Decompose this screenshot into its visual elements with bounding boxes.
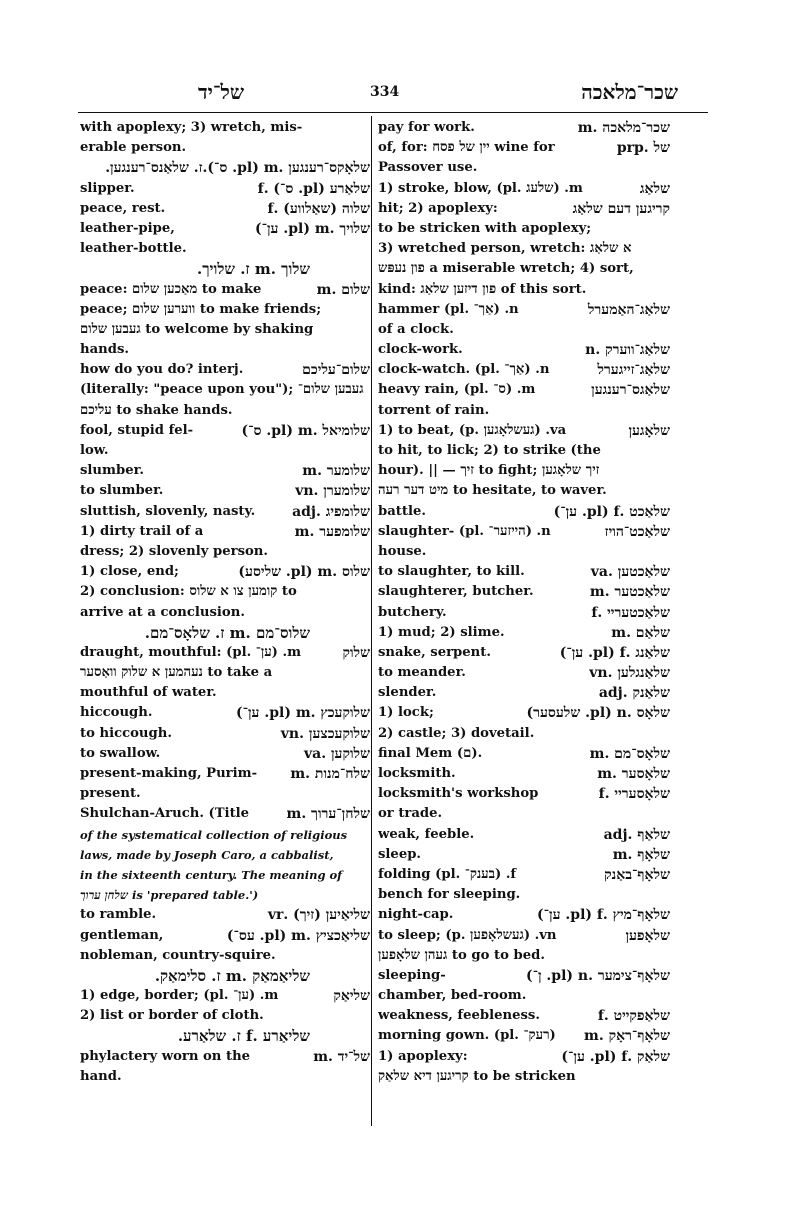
definition-text: slumber.: [80, 463, 144, 479]
dictionary-line: [378, 179, 670, 199]
definition-text: 1) edge, border; (pl. ען־) .m: [80, 988, 279, 1004]
dictionary-line: [80, 300, 370, 320]
dictionary-line: [378, 623, 670, 643]
dictionary-line: [80, 441, 370, 461]
page-header: [78, 80, 708, 108]
dictionary-line: [80, 926, 370, 946]
definition-text: מיט דער רעה to hesitate, to waver.: [378, 483, 607, 499]
headword: קריגען דעם שלאַג: [572, 200, 670, 217]
dictionary-line: [378, 542, 670, 562]
dictionary-line: [80, 219, 370, 239]
definition-text: low.: [80, 443, 109, 458]
definition-text: to sleep; (p. געשלאָפען) .vn: [378, 927, 557, 943]
definition-text: to slaughter, to kill.: [378, 564, 525, 580]
headword: שליאַק: [333, 988, 370, 1005]
dictionary-line: [80, 1006, 370, 1026]
definition-text: sleeping-: [378, 967, 446, 983]
dictionary-line: [378, 562, 670, 582]
definition-text: 1) to beat, (p. געשלאָגען) .va: [378, 422, 567, 438]
dictionary-line: [80, 724, 370, 744]
dictionary-line: [378, 300, 670, 320]
definition-text: final Mem (ם).: [378, 745, 483, 761]
dictionary-line: [378, 663, 670, 683]
dictionary-line: [378, 582, 670, 602]
definition-text: נעהמען א שלוק וואַסער to take a: [80, 665, 273, 681]
headword: שלאַג־ווערק .n: [585, 342, 670, 359]
dictionary-line: [378, 603, 670, 623]
headword: שלאַנג .f (pl. ען־): [559, 644, 670, 661]
dictionary-line: [80, 1067, 370, 1087]
dictionary-line: [378, 683, 670, 703]
dictionary-line: [80, 320, 370, 340]
dictionary-line: [80, 764, 370, 784]
definition-text: how do you do? interj.: [80, 362, 244, 378]
headword: שלאַרע (pl. ס־) .f: [257, 180, 370, 197]
headword: שלאַג־האַמערל: [587, 301, 670, 318]
cross-reference: שליאַמאַק .m ז. סלימאַק.: [154, 966, 310, 985]
cross-reference: שלוך .m ז. שלויך.: [196, 260, 310, 279]
headword: שלויך .m (pl. ען־): [254, 220, 370, 237]
dictionary-line: [378, 199, 670, 219]
definition-text: peace, rest.: [80, 200, 166, 216]
headword: שלאָסעריי .f: [598, 786, 670, 803]
definition-text: arrive at a conclusion.: [80, 604, 245, 620]
headword: שכר־מלאכה .m: [577, 120, 670, 136]
definition-text: שלחן ערוך is 'prepared table.'): [80, 888, 259, 903]
dictionary-line: [80, 340, 370, 360]
headword: שלאַכט־הויז: [604, 523, 670, 540]
definition-text: Passover use.: [378, 160, 478, 176]
definition-text: hit; 2) apoplexy:: [378, 200, 498, 216]
definition-text: peace; ווערען שלום to make friends;: [80, 301, 322, 317]
definition-text: עליכם to shake hands.: [80, 402, 233, 418]
headword: שלומערן .vn: [295, 483, 370, 500]
headword: שלוקעכצען .vn: [280, 725, 370, 742]
dictionary-line: [80, 865, 370, 885]
dictionary-line: [378, 1067, 670, 1087]
definition-text: snake, serpent.: [378, 644, 491, 660]
definition-text: torrent of rain.: [378, 402, 490, 418]
definition-text: locksmith's workshop: [378, 786, 539, 802]
definition-text: leather-pipe,: [80, 220, 175, 236]
headword: שלום־עליכם: [302, 362, 370, 379]
definition-text: morning gown. (pl. רעק־): [378, 1028, 556, 1044]
dictionary-line: [378, 461, 670, 481]
dictionary-line: [80, 421, 370, 441]
definition-text: with apoplexy; 3) wretch, mis-: [80, 120, 303, 135]
dictionary-line: [378, 138, 670, 158]
dictionary-line: [80, 1026, 370, 1046]
definition-text: פון נעפּש a miserable wretch; 4) sort,: [378, 261, 634, 277]
dictionary-line: [378, 502, 670, 522]
dictionary-line: [80, 502, 370, 522]
dictionary-line: [378, 1047, 670, 1067]
dictionary-line: [378, 280, 670, 300]
dictionary-line: [378, 158, 670, 178]
column-divider: [371, 116, 372, 1126]
definition-text: 3) wretched person, wretch: א שלאַג: [378, 241, 632, 257]
headword: שלאָף .m: [612, 846, 670, 863]
definition-text: butchery.: [378, 604, 447, 620]
dictionary-line: [80, 744, 370, 764]
headword: שלאָס .n (pl. שלעסער): [526, 705, 670, 722]
headword: שלוס .m (pl. שליסע): [238, 564, 370, 581]
dictionary-line: [378, 966, 670, 986]
header-right-word: שכר־מלאכה: [581, 80, 678, 104]
dictionary-line: [378, 865, 670, 885]
definition-text: folding (pl. בענק־) .f: [378, 866, 517, 882]
definition-text: געהן שלאָפען to go to bed.: [378, 947, 545, 963]
headword: שליאַיען (זיך) .vr: [267, 907, 370, 924]
definition-text: leather-bottle.: [80, 241, 187, 257]
dictionary-line: [378, 259, 670, 279]
definition-text: hour). || — זיך to fight; זיך שלאָגען: [378, 463, 600, 479]
dictionary-line: [378, 219, 670, 239]
definition-text: געבען שלום to welcome by shaking: [80, 321, 314, 337]
definition-text: hands.: [80, 342, 129, 358]
dictionary-line: [80, 118, 370, 138]
headword: שליאַכציץ .m (pl. עס־): [226, 927, 370, 944]
right-column: [378, 118, 670, 1087]
dictionary-line: [80, 905, 370, 925]
dictionary-line: [378, 522, 670, 542]
definition-text: slaughterer, butcher.: [378, 584, 534, 600]
dictionary-line: [378, 845, 670, 865]
definition-text: slipper.: [80, 180, 135, 196]
definition-text: to meander.: [378, 665, 466, 681]
definition-text: kind: פון דיזען שלאַג of this sort.: [378, 281, 587, 297]
definition-text: weak, feeble.: [378, 826, 475, 842]
dictionary-line: [80, 259, 370, 279]
headword: של־יד .m: [313, 1048, 370, 1065]
dictionary-line: [378, 784, 670, 804]
cross-reference: שלוס־מם .m ז. שלאָס־מם.: [144, 623, 310, 642]
headword: של .prp: [616, 140, 670, 157]
dictionary-line: [80, 481, 370, 501]
dictionary-line: [378, 118, 670, 138]
definition-text: hand.: [80, 1068, 122, 1084]
definition-text: fool, stupid fel-: [80, 422, 194, 438]
definition-text: bench for sleeping.: [378, 887, 521, 903]
headword: שלאָף־צימער .n (pl. ן־): [525, 967, 670, 984]
definition-text: of, for: יין של פסח wine for: [378, 140, 555, 156]
definition-text: 2) list or border of cloth.: [80, 1008, 264, 1024]
dictionary-line: [80, 380, 370, 400]
headword: שלוקען .va: [304, 745, 370, 762]
dictionary-line: [80, 845, 370, 865]
dictionary-line: [378, 239, 670, 259]
headword: שלומיאל .m (pl. ס־): [241, 422, 370, 439]
dictionary-line: [80, 663, 370, 683]
headword: שלאָף־באַנק: [604, 866, 670, 883]
headword: שלאַכטעריי .f: [591, 604, 670, 621]
dictionary-line: [378, 724, 670, 744]
definition-text: 1) stroke, blow, (pl. שלעג) .m: [378, 180, 583, 196]
dictionary-line: [378, 441, 670, 461]
definition-text: weakness, feebleness.: [378, 1008, 540, 1024]
headword: שלאָף־מיץ .f (pl. ען־): [537, 907, 670, 924]
definition-text: 1) close, end;: [80, 564, 179, 580]
dictionary-line: [80, 461, 370, 481]
dictionary-line: [80, 623, 370, 643]
headword: שלום .m: [316, 281, 370, 298]
headword: שלאָס־מם .m: [589, 745, 670, 762]
headword: שלאָגען: [628, 422, 670, 439]
definition-text: 2) castle; 3) dovetail.: [378, 725, 535, 741]
headword: שלוק: [342, 644, 370, 661]
definition-text: hammer (pl. אַך־) .n: [378, 301, 519, 317]
header-left-word: של־יד: [198, 80, 245, 104]
dictionary-line: [80, 825, 370, 845]
definition-text: 2) conclusion: קומען צו א שלוס to: [80, 584, 297, 600]
dictionary-line: [80, 1047, 370, 1067]
definition-text: slaughter- (pl. הייזער־) .n: [378, 523, 551, 539]
dictionary-line: [80, 683, 370, 703]
dictionary-line: [378, 885, 670, 905]
headword: שלאַכטען .va: [590, 564, 670, 581]
headword: שלאַג־זייגערל: [597, 362, 670, 379]
definition-text: night-cap.: [378, 907, 454, 923]
definition-text: dress; 2) slovenly person.: [80, 543, 268, 559]
dictionary-line: [80, 401, 370, 421]
headword: שלומפער .m: [294, 523, 370, 540]
headword: שלחן־ערוך .m: [286, 806, 370, 823]
dictionary-line: [378, 421, 670, 441]
dictionary-line: [80, 582, 370, 602]
headword: שלאַק .f (pl. ען־): [561, 1048, 670, 1065]
dictionary-line: [80, 239, 370, 259]
dictionary-line: [80, 179, 370, 199]
dictionary-line: [80, 562, 370, 582]
definition-text: present-making, Purim-: [80, 766, 258, 781]
headword: שלאַגס־רענגען: [591, 382, 670, 399]
dictionary-line: [80, 199, 370, 219]
definition-text: (literally: "peace upon you"); געבען שלום־: [80, 382, 364, 398]
definition-text: 1) lock;: [378, 705, 434, 721]
dictionary-line: [378, 340, 670, 360]
dictionary-line: [80, 138, 370, 158]
definition-text: of a clock.: [378, 321, 454, 337]
headword: שלאַכטער .m: [589, 584, 670, 601]
definition-text: hiccough.: [80, 705, 153, 721]
left-column: [80, 118, 370, 1087]
dictionary-line: [378, 905, 670, 925]
headword: שלאַם .m: [611, 624, 670, 641]
definition-text: to ramble.: [80, 907, 157, 923]
definition-text: peace: מאַכען שלום to make: [80, 281, 262, 297]
definition-text: to be stricken with apoplexy;: [378, 220, 592, 236]
definition-text: phylactery worn on the: [80, 1048, 251, 1064]
dictionary-line: [378, 744, 670, 764]
dictionary-line: [80, 946, 370, 966]
dictionary-line: [378, 764, 670, 784]
dictionary-line: [80, 703, 370, 723]
definition-text: 1) mud; 2) slime.: [378, 624, 505, 640]
definition-text: mouthful of water.: [80, 685, 217, 701]
headword: שלוה (שאַלווע) .f: [267, 200, 370, 217]
definition-text: chamber, bed-room.: [378, 988, 527, 1004]
dictionary-line: [378, 926, 670, 946]
definition-text: draught, mouthful: (pl. ען־) .m: [80, 644, 302, 660]
headword: שלאַג: [639, 180, 670, 197]
dictionary-line: [378, 946, 670, 966]
dictionary-line: [378, 481, 670, 501]
headword: שלאַף .adj: [603, 826, 670, 843]
definition-text: locksmith.: [378, 766, 456, 781]
line-text: שלאָקס־רענגען .m (pl. ס־).ז. שלאַנס־רענגען.: [105, 160, 370, 177]
definition-text: laws, made by Joseph Caro, a cabbalist,: [80, 847, 334, 862]
page-number: 334: [370, 84, 400, 100]
headword: שלאַנגלען .vn: [589, 665, 670, 682]
headword: שלאָף־ראָק .m: [584, 1028, 670, 1045]
headword: שלאַכט .f (pl. ען־): [553, 503, 670, 520]
dictionary-line: [80, 885, 370, 905]
definition-text: or trade.: [378, 806, 443, 822]
dictionary-line: [378, 380, 670, 400]
dictionary-line: [378, 1006, 670, 1026]
dictionary-line: [378, 320, 670, 340]
dictionary-line: [80, 784, 370, 804]
headword: שלומער .m: [302, 463, 370, 480]
definition-text: pay for work.: [378, 120, 475, 135]
definition-text: Shulchan-Aruch. (Title: [80, 806, 250, 822]
dictionary-line: [378, 643, 670, 663]
dictionary-line: [80, 542, 370, 562]
dictionary-line: [378, 360, 670, 380]
definition-text: nobleman, country-squire.: [80, 947, 276, 963]
definition-text: erable person.: [80, 140, 187, 156]
headword: שלאַפקייט .f: [597, 1008, 670, 1025]
dictionary-line: [80, 986, 370, 1006]
definition-text: sleep.: [378, 846, 422, 862]
definition-text: of the systematical collection of religious: [80, 827, 348, 842]
dictionary-line: [80, 643, 370, 663]
dictionary-line: [80, 522, 370, 542]
definition-text: gentleman,: [80, 927, 164, 943]
definition-text: battle.: [378, 503, 426, 519]
headword: שלומפיג .adj: [292, 503, 370, 520]
headword: שלאַנק .adj: [598, 685, 670, 702]
header-rule: [78, 112, 708, 113]
dictionary-line: [80, 360, 370, 380]
dictionary-line: [378, 986, 670, 1006]
definition-text: sluttish, slovenly, nasty.: [80, 503, 256, 519]
definition-text: house.: [378, 543, 427, 559]
dictionary-line: [80, 280, 370, 300]
dictionary-line: [378, 1026, 670, 1046]
dictionary-line: [80, 804, 370, 824]
headword: שלח־מנות .m: [290, 766, 370, 782]
dictionary-line: [80, 603, 370, 623]
definition-text: 1) dirty trail of a: [80, 523, 204, 539]
definition-text: in the sixteenth century. The meaning of: [80, 867, 343, 882]
definition-text: 1) apoplexy:: [378, 1048, 468, 1064]
definition-text: to hiccough.: [80, 725, 172, 741]
dictionary-line: [80, 158, 370, 178]
dictionary-line: [378, 825, 670, 845]
cross-reference: שליאַרע .f ז. שלאַרע.: [177, 1027, 310, 1046]
headword: שלאָפען: [625, 927, 670, 944]
definition-text: to hit, to lick; 2) to strike (the: [378, 443, 601, 458]
definition-text: present.: [80, 786, 141, 802]
definition-text: heavy rain, (pl. ס־) .m: [378, 382, 536, 398]
dictionary-line: [80, 966, 370, 986]
definition-text: to swallow.: [80, 745, 161, 761]
definition-text: slender.: [378, 685, 437, 701]
headword: שלוקעכץ .m (pl. ען־): [235, 705, 370, 722]
dictionary-line: [378, 401, 670, 421]
definition-text: to slumber.: [80, 483, 164, 499]
definition-text: קריגען דיא שלאַק to be stricken: [378, 1068, 576, 1084]
headword: שלאָסער .m: [597, 766, 670, 782]
dictionary-line: [378, 804, 670, 824]
definition-text: clock-work.: [378, 342, 463, 358]
dictionary-line: [378, 703, 670, 723]
definition-text: clock-watch. (pl. אַך־) .n: [378, 362, 550, 378]
